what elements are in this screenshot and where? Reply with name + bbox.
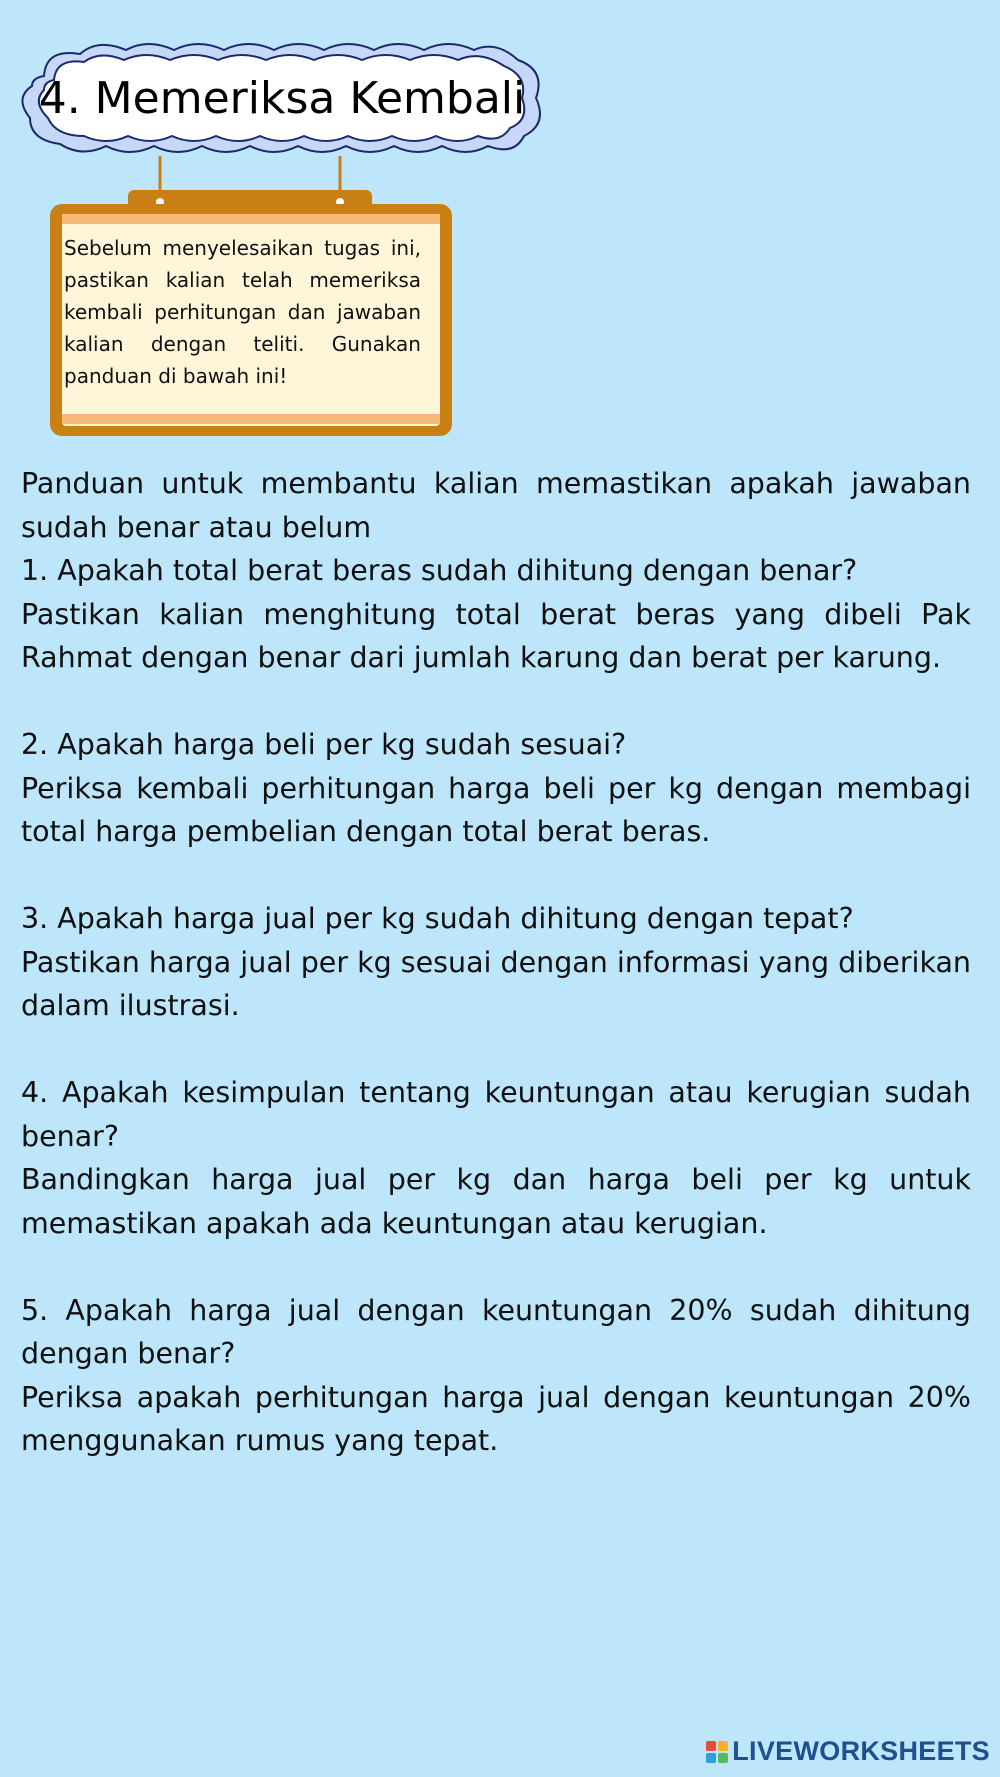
guide-explanation-4: Bandingkan harga jual per kg dan harga beli per kg untuk memastikan apakah ada keuntungan atau kerugian. (21, 1163, 971, 1240)
liveworksheets-logo-icon (706, 1741, 728, 1763)
guide-intro: Panduan untuk membantu kalian memastikan apakah jawaban sudah benar atau belum (21, 467, 971, 544)
guide-explanation-3: Pastikan harga jual per kg sesuai dengan informasi yang diberikan dalam ilustrasi. (21, 945, 971, 1022)
title-banner (18, 40, 546, 158)
guide-question-2: 2. Apakah harga beli per kg sudah sesuai? (21, 728, 627, 761)
note-text: Sebelum menyelesaikan tugas ini, pastikan kalian telah memeriksa kembali perhitungan dan jawaban kalian dengan teliti. Gunakan panduan di bawah ini! (64, 236, 421, 388)
guide-explanation-5: Periksa apakah perhitungan harga jual dengan keuntungan 20% menggunakan rumus yang tepat. (21, 1380, 971, 1457)
guide-question-5: 5. Apakah harga jual dengan keuntungan 20% sudah dihitung dengan benar? (21, 1293, 971, 1370)
guide-explanation-2: Periksa kembali perhitungan harga beli per kg dengan membagi total harga pembelian dengan total berat beras. (21, 771, 971, 848)
liveworksheets-brand[interactable] (706, 1736, 990, 1767)
brand-name: LIVEWORKSHEETS (732, 1736, 990, 1766)
guide-explanation-1: Pastikan kalian menghitung total berat beras yang dibeli Pak Rahmat dengan benar dari jumlah karung dan berat per karung. (21, 597, 971, 674)
guide-question-1: 1. Apakah total berat beras sudah dihitung dengan benar? (21, 554, 858, 587)
guide-section (21, 462, 971, 1463)
guide-question-4: 4. Apakah kesimpulan tentang keuntungan atau kerugian sudah benar? (21, 1076, 971, 1153)
page-title: 4. Memeriksa Kembali (38, 73, 526, 124)
guide-question-3: 3. Apakah harga jual per kg sudah dihitung dengan tepat? (21, 902, 854, 935)
